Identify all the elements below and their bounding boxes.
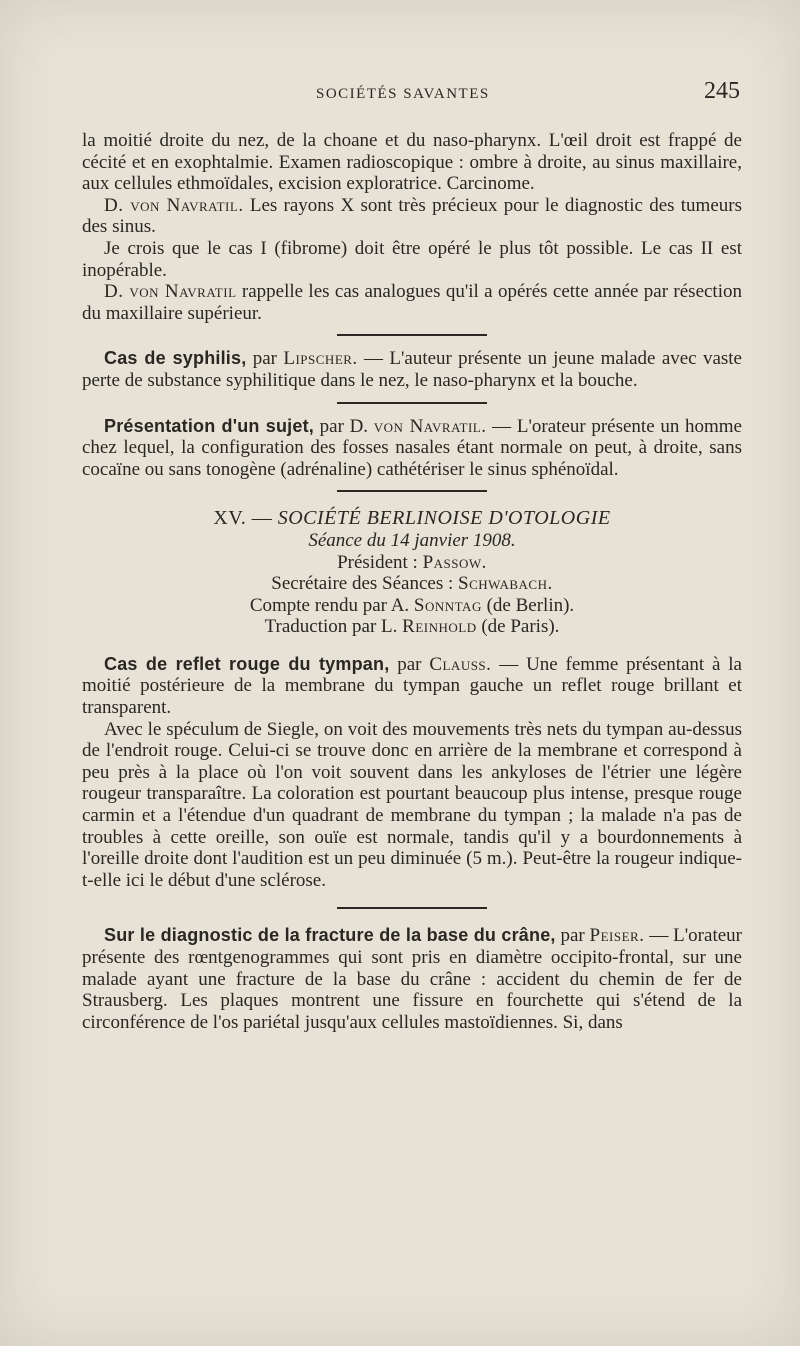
president-label: Président : [337, 551, 423, 573]
par-word: par D. [313, 415, 374, 437]
section-title: SOCIÉTÉ BERLINOISE D'OTOLOGIE [277, 507, 611, 530]
separator-rule [337, 334, 487, 336]
entry-heading: Sur le diagnostic de la fracture de la base du crâne, [104, 925, 556, 946]
compte-rendu-line [82, 595, 742, 617]
section-header [82, 508, 742, 638]
separator-rule [337, 490, 487, 492]
section-title-line [82, 508, 742, 530]
entry-heading: Cas de reflet rouge du tympan, [104, 653, 390, 674]
par-word: par [246, 348, 284, 370]
paragraph-syphilis [82, 348, 742, 391]
section-number: XV. — [213, 507, 278, 530]
separator-rule [337, 907, 487, 909]
traduction-name: Reinhold [402, 616, 477, 638]
paragraph-navratil-rayons [82, 195, 742, 238]
running-title: SOCIÉTÉS SAVANTES [316, 86, 490, 102]
page-number: 245 [704, 78, 740, 104]
author-name: Peiser. [589, 925, 645, 947]
par-word: par [555, 925, 590, 947]
author-name: Lipscher. [283, 348, 358, 370]
compte-place: (de Berlin). [481, 594, 575, 616]
secretaire-line [82, 573, 742, 595]
paragraph-fracture [82, 925, 742, 1033]
paragraph-reflet [82, 654, 742, 719]
secretaire-label: Secrétaire des Séances : [271, 573, 459, 595]
president-line [82, 552, 742, 574]
spacer [82, 638, 742, 654]
paragraph-speculum [82, 719, 742, 892]
author-name: Clauss. [429, 653, 492, 675]
paragraph-continuation [82, 130, 742, 195]
paragraph-text: la moitié droite du nez, de la choane et du naso-pharynx. L'œil droit est frappé de cécité et en exophtalmie. Examen radioscopique : ombre à droite, au sinus maxillaire, aux cellules ethmoïdales, excision exploratrice. Carcinome. [82, 130, 742, 195]
paragraph-text: Les rayons X sont très précieux pour le diagnostic des tumeurs des sinus. [82, 194, 742, 238]
secretaire-name: Schwabach. [458, 573, 553, 595]
seance-date: Séance du 14 janvier 1908. [308, 529, 516, 551]
author-name: von Navratil. [373, 415, 487, 437]
entry-heading: Cas de syphilis, [104, 348, 247, 369]
article-body [82, 130, 742, 1033]
paragraph-text: Je crois que le cas I (fibrome) doit être opéré le plus tôt possible. Le cas II est inopérable. [82, 237, 742, 281]
president-name: Passow. [422, 551, 487, 573]
paragraph-text: — L'orateur présente des rœntgenogrammes qui sont pris en diamètre occipito-frontal, sur une malade ayant une fracture de la base du crâne : accident du chemin de fer de Strausberg. Les plaques montrent une fissure en fourchette qui s'étend de la circonférence de l'os pariétal jusqu'aux cellules mastoïdiennes. Si, dans [82, 925, 742, 1033]
paragraph-navratil-resection [82, 281, 742, 324]
par-word: par [389, 653, 430, 675]
speaker-name: D. von Navratil [104, 281, 237, 303]
paragraph-text: Avec le spéculum de Siegle, on voit des mouvements très nets du tympan au-dessus de l'endroit rouge. Celui-ci se trouve donc en arrière de la membrane et correspond à peu près à la place où l'on voit souvent dans les ankyloses de l'étrier une légère rougeur transparaître. La coloration est pourtant beaucoup plus intense, presque rouge carmin et a l'étendue d'un quadrant de membrane du tympan ; la malade n'a pas de troubles à cette oreille, son ouïe est normale, tandis qu'il y a bourdonnements à l'oreille droite dont l'audition est un peu diminuée (5 m.). Peut-être la rougeur indique-t-elle ici le début d'une sclérose. [82, 718, 742, 891]
paragraph-text: — L'orateur présente un homme chez lequel, la configuration des fosses nasales étant normale on peut, à droite, sans cocaïne ou sans tonogène (adrénaline) cathétériser le sinus sphénoïdal. [82, 415, 742, 480]
separator-rule [337, 402, 487, 404]
paragraph-text: — L'auteur présente un jeune malade avec vaste perte de substance syphilitique dans le nez, le naso-pharynx et la bouche. [82, 348, 742, 391]
compte-name: Sonntag [413, 594, 482, 616]
entry-heading: Présentation d'un sujet, [104, 415, 314, 436]
traduction-place: (de Paris). [476, 616, 560, 638]
paragraph-text: rappelle les cas analogues qu'il a opérés cette année par résection du maxillaire supérieur. [82, 281, 742, 324]
speaker-name: D. von Navratil. [104, 194, 244, 216]
traduction-line [82, 616, 742, 638]
compte-label: Compte rendu par A. [249, 594, 414, 616]
paragraph-text: — Une femme présentant à la moitié postérieure de la membrane du tympan gauche un reflet rouge brillant et transparent. [82, 653, 742, 719]
paragraph-cas-fibrome [82, 238, 742, 281]
traduction-label: Traduction par L. [264, 616, 403, 638]
running-head [0, 78, 800, 110]
paragraph-presentation [82, 416, 742, 481]
